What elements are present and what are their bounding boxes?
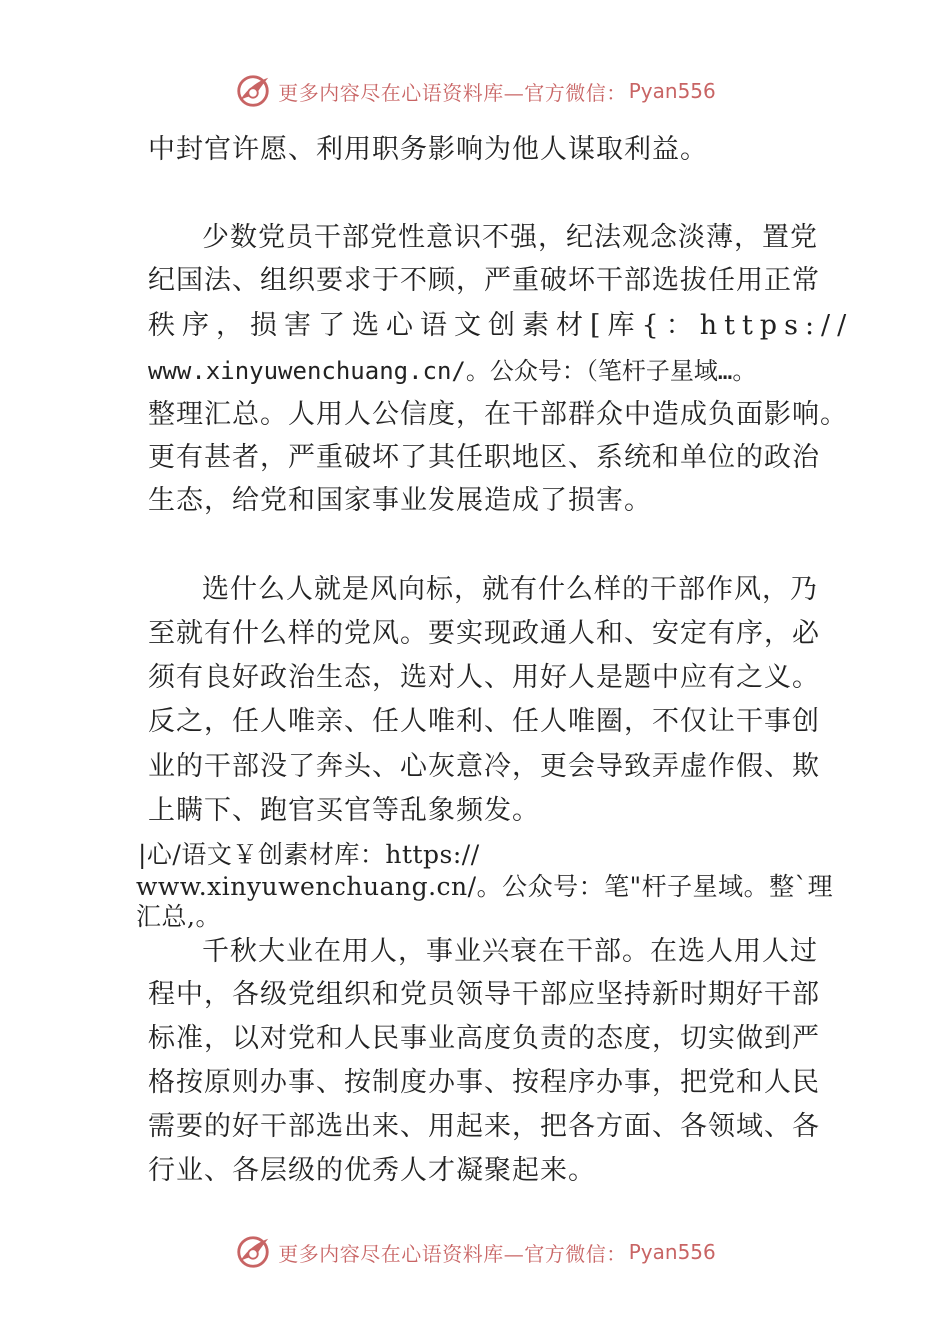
paragraph-4-line: 格按原则办事、按制度办事、按程序办事，把党和人民 [148, 1067, 820, 1098]
paragraph-4-line: 需要的好干部选出来、用起来，把各方面、各领域、各 [148, 1111, 820, 1142]
logo-icon [234, 1233, 272, 1271]
paragraph-2-line: www.xinyuwenchuang.cn/。公众号：（笔杆子星域…。 [148, 357, 757, 385]
paragraph-4-line: 程中，各级党组织和党员领导干部应坚持新时期好干部 [148, 979, 820, 1010]
paragraph-3-line: 反之，任人唯亲、任人唯利、任人唯圈，不仅让干事创 [148, 706, 820, 737]
banner-text: 更多内容尽在心语资料库—官方微信： [278, 80, 627, 105]
watermark-note-line: www.xinyuwenchuang.cn/。公众号：笔"杆子星域。整`理 [136, 872, 834, 901]
header-banner [0, 72, 950, 110]
paragraph-3-line: 选什么人就是风向标，就有什么样的干部作风，乃 [202, 574, 818, 605]
paragraph-3-line: 上瞒下、跑官买官等乱象频发。 [148, 795, 540, 826]
paragraph-4-line: 千秋大业在用人，事业兴衰在干部。在选人用人过 [202, 936, 818, 967]
paragraph-2-line: 更有甚者，严重破坏了其任职地区、系统和单位的政治 [148, 442, 820, 473]
paragraph-2-line: 纪国法、组织要求于不顾，严重破坏干部选拔任用正常 [148, 265, 820, 296]
watermark-note-line: 汇总,。 [136, 902, 221, 931]
watermark-note-line: |心/语文￥创素材库：https:// [138, 840, 480, 869]
paragraph-2-line: 生态，给党和国家事业发展造成了损害。 [148, 485, 652, 516]
paragraph-3-line: 至就有什么样的党风。要实现政通人和、安定有序，必 [148, 618, 820, 649]
logo-icon [234, 72, 272, 110]
paragraph-2-line: 少数党员干部党性意识不强，纪法观念淡薄，置党 [202, 222, 818, 253]
paragraph-4-line: 行业、各层级的优秀人才凝聚起来。 [148, 1155, 596, 1186]
banner-text: 更多内容尽在心语资料库—官方微信： [278, 1241, 627, 1266]
paragraph-2-line: 秩序，损害了选心语文创素材[库{：https:// [148, 310, 854, 341]
paragraph-1-line: 中封官许愿、利用职务影响为他人谋取利益。 [148, 134, 708, 165]
banner-wechat-id: Pyan556 [628, 1240, 716, 1264]
paragraph-3-line: 须有良好政治生态，选对人、用好人是题中应有之义。 [148, 662, 820, 693]
footer-banner [0, 1233, 950, 1271]
paragraph-4-line: 标准，以对党和人民事业高度负责的态度，切实做到严 [148, 1023, 820, 1054]
banner-wechat-id: Pyan556 [628, 79, 716, 103]
paragraph-3-line: 业的干部没了奔头、心灰意冷，更会导致弄虚作假、欺 [148, 751, 820, 782]
paragraph-2-line: 整理汇总。人用人公信度，在干部群众中造成负面影响。 [148, 399, 848, 430]
